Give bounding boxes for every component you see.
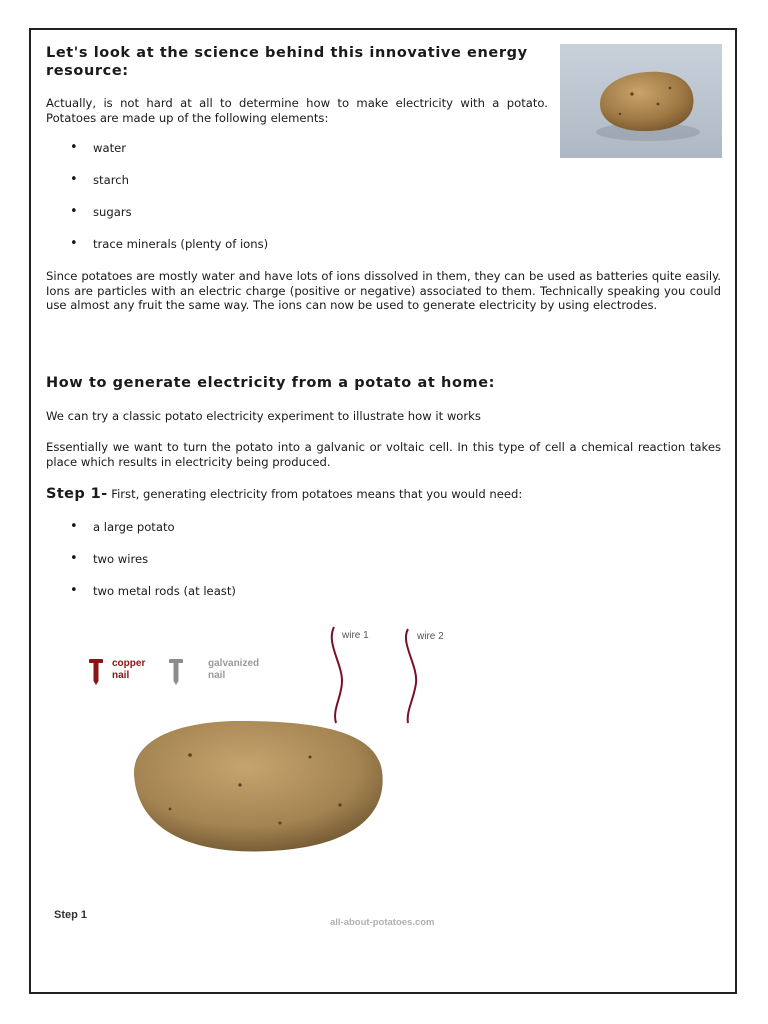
ions-paragraph: Since potatoes are mostly water and have lots of ions dissolved in them, they can be used as batteries quite easily. Ions are particles with an electric charge (positive or negative) associated to them. Technically speaking you could use almost any fruit the same way. The ions can now be used to generate electricity by using electrodes. [46,269,721,313]
elements-list [46,141,446,269]
copper-nail-label: copper nail [112,658,146,681]
step-dash: - [101,486,108,502]
galvanic-paragraph: Essentially we want to turn the potato into a galvanic or voltaic cell. In this type of cell a chemical reaction takes place which results in electricity being produced. [46,440,721,469]
potato-photo [560,44,722,158]
large-potato-image [120,715,390,857]
step-label: Step 1 [46,486,102,502]
wire-1-line [332,627,342,723]
wire-1-label: wire 1 [342,630,369,641]
diagram-caption: Step 1 [54,909,88,921]
list-item: • two metal rods (at least) [46,584,446,616]
list-item: • two wires [46,552,446,584]
copper-nail-icon [88,658,104,686]
list-item: • starch [46,173,446,205]
section-heading-howto: How to generate electricity from a potato at home: [46,375,496,391]
list-item: • water [46,141,446,173]
galvanized-nail-icon [168,658,184,686]
step-1-diagram [46,615,486,935]
watermark-text: all-about-potatoes.com [330,917,435,928]
wire-2-label: wire 2 [417,631,444,642]
intro-paragraph: Actually, is not hard at all to determine how to make electricity with a potato. Potatoes are made up of the following elements: [46,96,548,125]
galvanized-nail-label: galvanized nail [208,658,260,681]
step-text: First, generating electricity from potatoes means that you would need: [107,487,523,501]
section-heading-science: Let's look at the science behind this innovative energy resource: [46,45,528,79]
wire-2-line [406,629,416,723]
list-item: • sugars [46,205,446,237]
step-1-line [46,486,721,502]
wires-graphic [322,623,432,727]
list-item: • trace minerals (plenty of ions) [46,237,446,269]
needs-list [46,520,446,616]
list-item: • a large potato [46,520,446,552]
experiment-paragraph: We can try a classic potato electricity experiment to illustrate how it works [46,409,481,423]
